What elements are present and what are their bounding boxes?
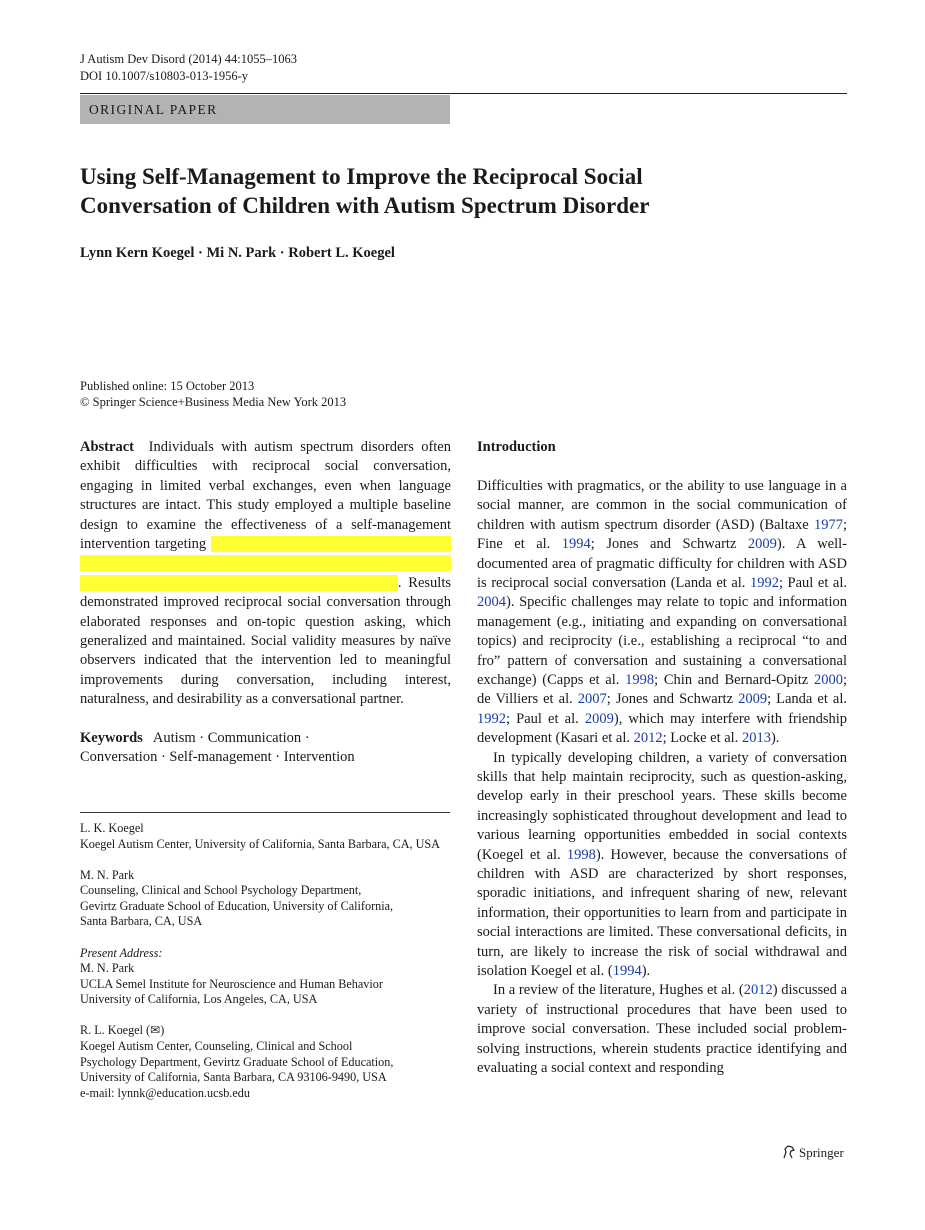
affiliation-name: M. N. Park bbox=[80, 867, 135, 882]
affiliation-name: L. K. Koegel bbox=[80, 821, 144, 835]
journal-citation bbox=[80, 51, 297, 85]
abstract-text-after: . Results demonstrated improved reciprocal social conversation through elaborated responses and on-topic question asking, which generalized and maintained. Social validity measures by naïve observers indicated that the intervention led to meaningful improvements during conversation, including interest, naturalness, and desirability as a conversational partner. bbox=[80, 574, 452, 708]
citation-link[interactable]: 1994 bbox=[561, 536, 591, 553]
citation-link[interactable]: 1992 bbox=[477, 710, 506, 727]
paragraph-text: Difficulties with pragmatics, or the ability to use language in a social manner, are common in the social communication of children with autism spectrum disorder (ASD) (Baltaxe bbox=[477, 477, 847, 533]
paragraph-text: ; Jones and Schwartz bbox=[590, 536, 748, 553]
left-column bbox=[80, 438, 451, 768]
copyright-line: © Springer Science+Business Media New York 2013 bbox=[80, 395, 347, 409]
affiliation-2 bbox=[80, 868, 451, 930]
paragraph-text: ; Fine et al. bbox=[477, 516, 847, 553]
affiliation-name bbox=[80, 1023, 451, 1039]
affiliation-corresponding bbox=[80, 1023, 451, 1101]
citation-link[interactable]: 2012 bbox=[633, 730, 663, 747]
title-line-1: Using Self-Management to Improve the Reciprocal Social bbox=[80, 164, 643, 189]
publisher-logo bbox=[782, 1145, 844, 1161]
author-list: Lynn Kern Koegel · Mi N. Park · Robert L. Koegel bbox=[80, 245, 395, 261]
paragraph-text: In a review of the literature, Hughes et al. ( bbox=[493, 982, 744, 999]
citation-link[interactable]: 1998 bbox=[566, 846, 596, 863]
affiliation-text: University of California, Los Angeles, CA, USA bbox=[80, 992, 318, 1007]
citation-link[interactable]: 2013 bbox=[741, 730, 771, 747]
paper-type-label: ORIGINAL PAPER bbox=[89, 102, 218, 117]
keywords-line-2: Conversation · Self-management · Intervention bbox=[80, 749, 355, 766]
paragraph-text: In typically developing children, a variety of conversation skills that help maintain reciprocity, such as question-asking, develop early in their preschool years. These skills become increasingly sophisticated throughout development and lead to various learning opportunities embedded in social contexts (Koegel et al. bbox=[477, 749, 847, 863]
springer-horse-icon bbox=[782, 1145, 796, 1159]
present-address-label: Present Address: bbox=[80, 945, 163, 960]
email-link[interactable]: e-mail: lynnk@education.ucsb.edu bbox=[80, 1085, 250, 1100]
citation-link[interactable]: 1992 bbox=[749, 574, 779, 591]
citation-link[interactable]: 2007 bbox=[577, 691, 607, 708]
publication-info bbox=[80, 378, 346, 410]
paragraph-text: ). A well-documented area of pragmatic difficulty for children with ASD is reciprocal social conversation (Landa et al. bbox=[477, 536, 847, 591]
citation-link[interactable]: 2012 bbox=[743, 982, 773, 999]
affiliation-text: Gevirtz Graduate School of Education, University of California, bbox=[80, 898, 394, 913]
keywords bbox=[80, 729, 451, 768]
right-column bbox=[477, 438, 847, 1079]
doi-line: DOI 10.1007/s10803-013-1956-y bbox=[80, 69, 249, 83]
paragraph-text: ; Paul et al. bbox=[778, 574, 847, 591]
intro-paragraph-1 bbox=[477, 477, 847, 749]
affiliation-text: Koegel Autism Center, Counseling, Clinical and School bbox=[80, 1039, 353, 1054]
affiliation-name: M. N. Park bbox=[80, 961, 135, 976]
footnote-rule bbox=[80, 812, 450, 813]
affiliation-present-address bbox=[80, 946, 451, 1008]
affiliation-text: UCLA Semel Institute for Neuroscience and Human Behavior bbox=[80, 976, 383, 991]
abstract-label: Abstract bbox=[80, 439, 134, 455]
paragraph-text: ) discussed a variety of instructional procedures that have been used to improve social conversation. These included social problem-solving instructions, wherein students practice identifying and evaluating a social context and responding bbox=[477, 982, 848, 1077]
paragraph-text: ; Chin and Bernard-Opitz bbox=[654, 671, 814, 688]
citation-link[interactable]: 2009 bbox=[747, 536, 777, 553]
citation-link[interactable]: 1998 bbox=[625, 671, 655, 688]
journal-line: J Autism Dev Disord (2014) 44:1055–1063 bbox=[80, 52, 298, 66]
abstract-text-before: Individuals with autism spectrum disorders often exhibit difficulties with reciprocal social conversation, engaging in limited verbal exchanges, even when language structures are intact. This study employed a multiple baseline design to examine the effectiveness of a self-management intervention targeting bbox=[80, 439, 451, 553]
paragraph-text: ; Jones and Schwartz bbox=[606, 691, 739, 708]
paper-type-banner bbox=[80, 95, 450, 124]
affiliation-text: Koegel Autism Center, University of California, Santa Barbara, CA, USA bbox=[80, 836, 440, 851]
citation-link[interactable]: 2009 bbox=[738, 691, 768, 708]
affiliation-1 bbox=[80, 821, 451, 852]
citation-link[interactable]: 1994 bbox=[612, 963, 642, 980]
citation-link[interactable]: 2009 bbox=[584, 710, 614, 727]
paragraph-text: ; Locke et al. bbox=[662, 730, 742, 747]
intro-paragraph-2 bbox=[477, 749, 847, 982]
keywords-line-1: Autism · Communication · bbox=[152, 729, 310, 746]
citation-link[interactable]: 2004 bbox=[477, 594, 506, 611]
keywords-label: Keywords bbox=[80, 729, 143, 746]
header-rule bbox=[80, 93, 847, 94]
affiliation-text: University of California, Santa Barbara, CA 93106-9490, USA bbox=[80, 1070, 387, 1085]
paragraph-text: ; Landa et al. bbox=[767, 691, 847, 708]
paragraph-text: ), which may interfere with friendship development (Kasari et al. bbox=[477, 710, 847, 747]
paragraph-text: ). bbox=[641, 963, 651, 980]
citation-link[interactable]: 2000 bbox=[813, 671, 843, 688]
introduction-heading: Introduction bbox=[477, 439, 556, 455]
affiliation-text: Counseling, Clinical and School Psychology Department, bbox=[80, 883, 362, 898]
article-title bbox=[80, 163, 840, 220]
abstract bbox=[80, 438, 451, 710]
affiliation-text: Psychology Department, Gevirtz Graduate School of Education, bbox=[80, 1054, 394, 1069]
published-date: Published online: 15 October 2013 bbox=[80, 379, 255, 393]
paragraph-text: ). Specific challenges may relate to topic and information management (e.g., initiating and expanding on conversational topics) and reciprocity (i.e., establishing a reciprocal “to and fro” pattern of conversation and sustaining a conversational exchange) (Capps et al. bbox=[477, 594, 847, 688]
paragraph-text: ; de Villiers et al. bbox=[477, 671, 847, 708]
citation-link[interactable]: 1977 bbox=[813, 516, 843, 533]
publisher-name: Springer bbox=[799, 1145, 844, 1160]
corresponding-name: R. L. Koegel ( bbox=[80, 1023, 151, 1038]
intro-paragraph-3 bbox=[477, 981, 847, 1078]
mail-icon: ✉ bbox=[150, 1023, 161, 1038]
paragraph-text: ; Paul et al. bbox=[506, 710, 585, 727]
corresponding-name-end: ) bbox=[160, 1023, 165, 1038]
paragraph-text: ). bbox=[770, 730, 780, 747]
affiliations bbox=[80, 821, 451, 1117]
affiliation-text: Santa Barbara, CA, USA bbox=[80, 914, 203, 929]
paragraph-text: ). However, because the conversations of children with ASD are characterized by short responses, sporadic initiations, and infrequent sharing of new, relevant information, their opportunities to learn from and participate in social interactions are limited. These conversational deficits, in turn, are likely to increase the risk of social withdrawal and isolation Koegel et al. ( bbox=[477, 846, 847, 980]
title-line-2: Conversation of Children with Autism Spectrum Disorder bbox=[80, 192, 650, 218]
